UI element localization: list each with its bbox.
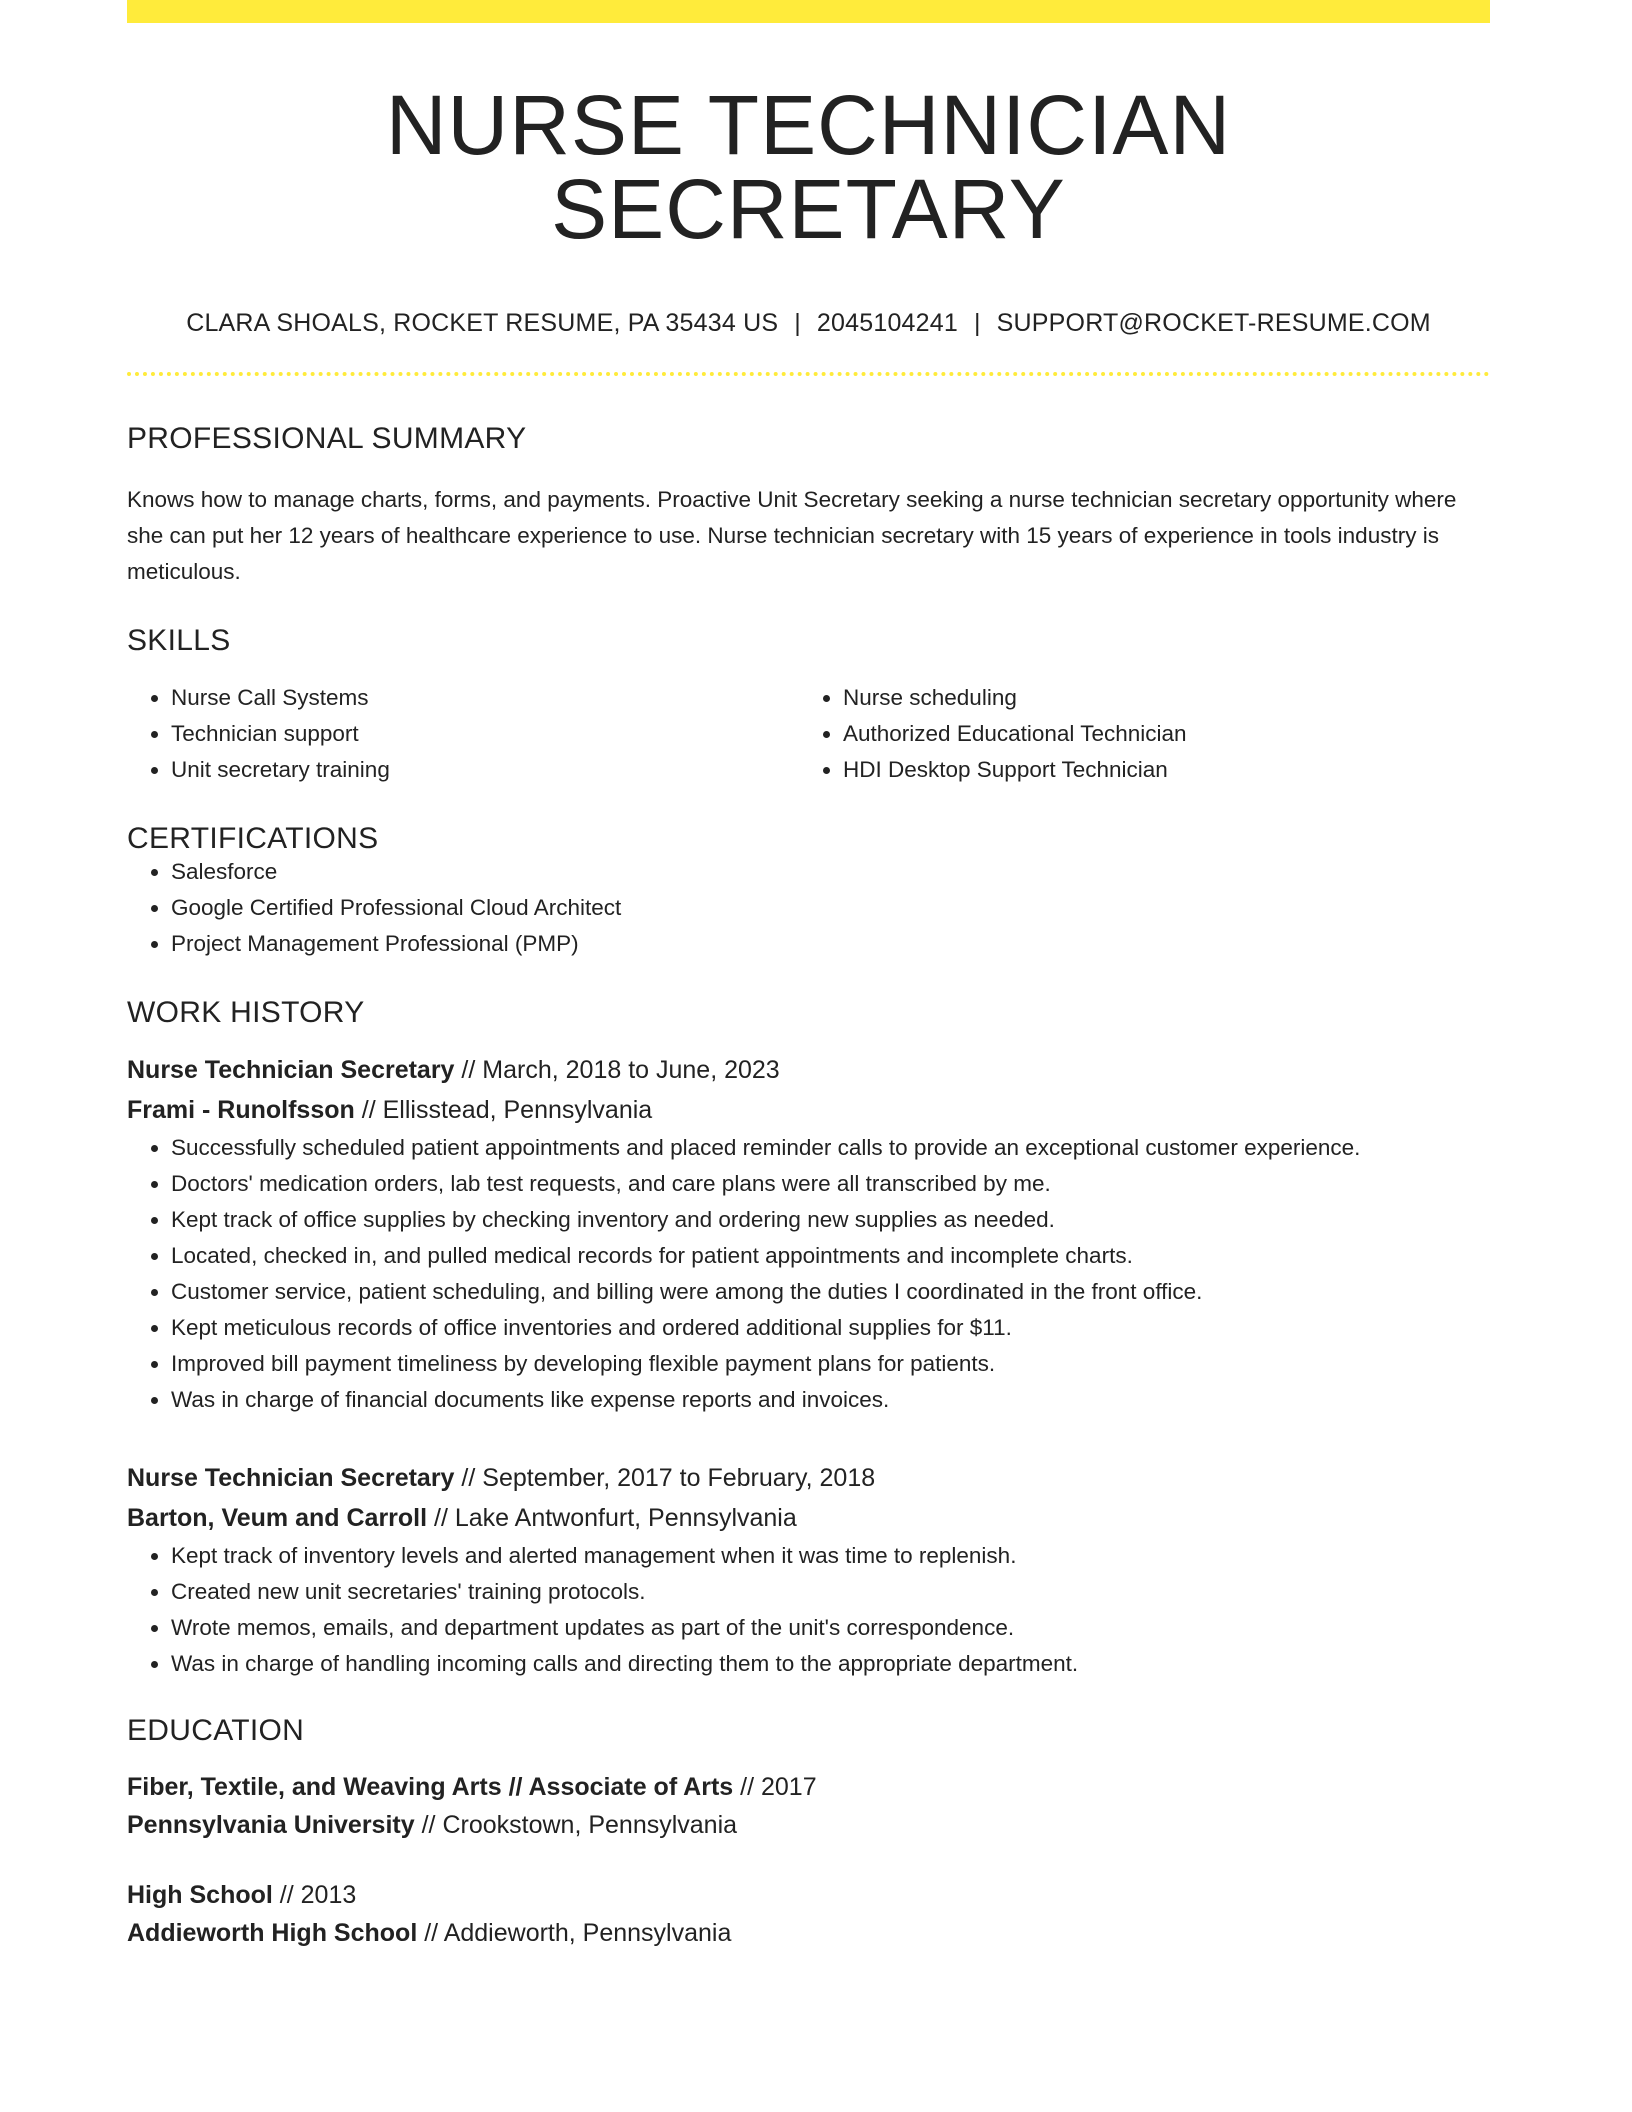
education-degree-line	[127, 1876, 1490, 1914]
education-section	[127, 1716, 1490, 1952]
job-duty: • Improved bill payment timeliness by developing flexible payment plans for patients.	[171, 1346, 1490, 1382]
certification-item: • Project Management Professional (PMP)	[171, 926, 1490, 962]
job-duty: • Kept meticulous records of office inventories and ordered additional supplies for $11.	[171, 1310, 1490, 1346]
certification-item: • Google Certified Professional Cloud Architect	[171, 890, 1490, 926]
education-year: 2013	[300, 1881, 357, 1909]
skills-section	[127, 626, 1490, 788]
skill-item: • HDI Desktop Support Technician	[843, 752, 1471, 788]
section-heading-skills: SKILLS	[127, 624, 231, 657]
job-title-line	[127, 1458, 1490, 1498]
job-duty: • Kept track of office supplies by checking inventory and ordering new supplies as needed.	[171, 1202, 1490, 1238]
education-location: Addieworth, Pennsylvania	[443, 1919, 732, 1947]
separator: //	[421, 1811, 436, 1839]
skill-item: • Unit secretary training	[171, 752, 799, 788]
section-heading-summary: PROFESSIONAL SUMMARY	[127, 422, 527, 455]
section-heading-education: EDUCATION	[127, 1714, 305, 1747]
contact-phone: 2045104241	[816, 309, 958, 337]
skills-list-left	[127, 680, 799, 788]
job-duty: • Kept track of inventory levels and alerted management when it was time to replenish.	[171, 1538, 1490, 1574]
resume-title: NURSE TECHNICIAN SECRETARY	[385, 78, 1232, 256]
job-dates: September, 2017 to February, 2018	[482, 1464, 876, 1492]
separator: //	[461, 1464, 476, 1492]
resume-page	[127, 0, 1490, 1952]
education-entry	[127, 1768, 1490, 1844]
job-duty: • Wrote memos, emails, and department updates as part of the unit's correspondence.	[171, 1610, 1490, 1646]
job-duty: • Created new unit secretaries' training protocols.	[171, 1574, 1490, 1610]
contact-info	[127, 311, 1490, 336]
job-entry	[127, 1050, 1490, 1418]
separator: //	[740, 1773, 755, 1801]
contact-address: CLARA SHOALS, ROCKET RESUME, PA 35434 US	[186, 309, 779, 337]
job-location: Lake Antwonfurt, Pennsylvania	[454, 1504, 797, 1532]
work-history-section	[127, 998, 1490, 1682]
job-duties-list	[127, 1538, 1490, 1682]
job-duties-list	[127, 1130, 1490, 1418]
certifications-list	[127, 854, 1490, 962]
skills-grid	[127, 680, 1490, 788]
section-heading-work-history: WORK HISTORY	[127, 996, 365, 1029]
job-title: Nurse Technician Secretary	[127, 1464, 455, 1492]
separator: //	[461, 1056, 476, 1084]
job-duty: • Customer service, patient scheduling, and billing were among the duties I coordinated in the front office.	[171, 1274, 1490, 1310]
separator: //	[424, 1919, 439, 1947]
contact-separator: |	[973, 309, 981, 337]
job-duty: • Successfully scheduled patient appointments and placed reminder calls to provide an exceptional customer experience.	[171, 1130, 1490, 1166]
education-school: Pennsylvania University	[127, 1811, 415, 1839]
contact-email: SUPPORT@ROCKET-RESUME.COM	[996, 309, 1431, 337]
top-accent-bar	[127, 0, 1490, 23]
job-entry	[127, 1458, 1490, 1682]
education-entry	[127, 1876, 1490, 1952]
job-company: Barton, Veum and Carroll	[127, 1504, 428, 1532]
education-school: Addieworth High School	[127, 1919, 418, 1947]
job-duty: • Doctors' medication orders, lab test requests, and care plans were all transcribed by me.	[171, 1166, 1490, 1202]
job-duty: • Was in charge of handling incoming calls and directing them to the appropriate department.	[171, 1646, 1490, 1682]
dotted-divider	[127, 372, 1490, 376]
education-degree: Fiber, Textile, and Weaving Arts // Associate of Arts	[127, 1773, 734, 1801]
skill-item: • Nurse scheduling	[843, 680, 1471, 716]
certification-item: • Salesforce	[171, 854, 1490, 890]
skills-list-right	[799, 680, 1471, 788]
contact-separator: |	[794, 309, 801, 337]
professional-summary-section	[127, 424, 1490, 590]
separator: //	[279, 1881, 294, 1909]
summary-text: Knows how to manage charts, forms, and payments. Proactive Unit Secretary seeking a nurse technician secretary opportunity where she can put her 12 years of healthcare experience to use. Nurse technician secretary with 15 years of experience in tools industry is meticulous.	[127, 487, 1457, 584]
certifications-section	[127, 824, 1490, 962]
job-location: Ellisstead, Pennsylvania	[382, 1096, 653, 1124]
education-degree: High School	[127, 1881, 273, 1909]
education-location: Crookstown, Pennsylvania	[442, 1811, 738, 1839]
job-duty: • Located, checked in, and pulled medical records for patient appointments and incomplete charts.	[171, 1238, 1490, 1274]
job-company-line	[127, 1498, 1490, 1538]
separator: //	[361, 1096, 376, 1124]
skill-item: • Authorized Educational Technician	[843, 716, 1471, 752]
job-title-line	[127, 1050, 1490, 1090]
skill-item: • Technician support	[171, 716, 799, 752]
skill-item: • Nurse Call Systems	[171, 680, 799, 716]
job-company: Frami - Runolfsson	[127, 1096, 355, 1124]
job-duty: • Was in charge of financial documents like expense reports and invoices.	[171, 1382, 1490, 1418]
separator: //	[434, 1504, 448, 1532]
education-school-line	[127, 1914, 1490, 1952]
education-degree-line	[127, 1768, 1490, 1806]
education-year: 2017	[761, 1773, 817, 1801]
job-dates: March, 2018 to June, 2023	[482, 1056, 780, 1084]
job-company-line	[127, 1090, 1490, 1130]
section-heading-certifications: CERTIFICATIONS	[127, 822, 379, 855]
education-school-line	[127, 1806, 1490, 1844]
job-title: Nurse Technician Secretary	[127, 1056, 455, 1084]
